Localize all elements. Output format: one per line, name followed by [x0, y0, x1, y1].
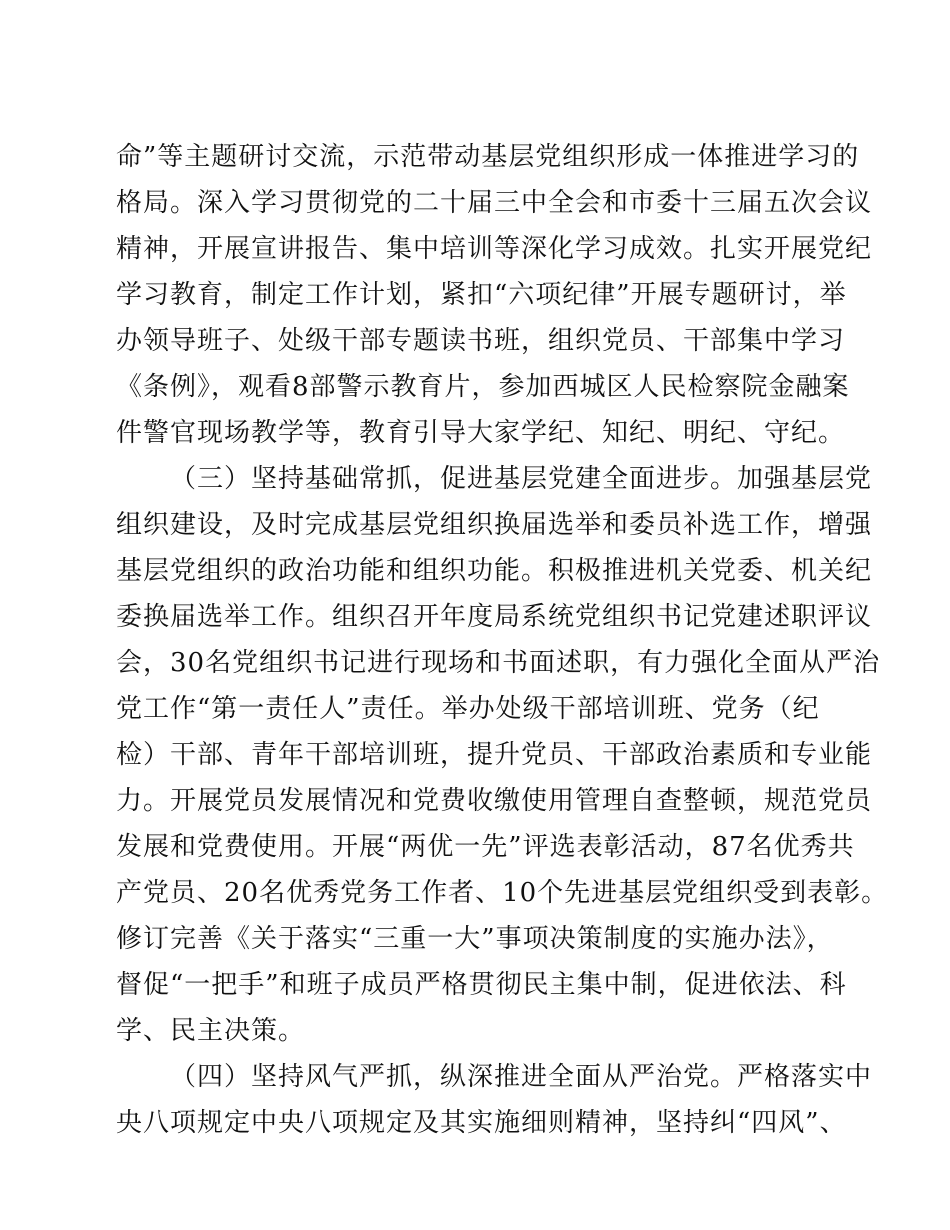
section-heading-line: （三）坚持基础常抓，促进基层党建全面进步。加强基层党 — [170, 464, 873, 494]
text-line: 委换届选举工作。组织召开年度局系统党组织书记党建述职评议 — [116, 602, 873, 632]
text-line: 产党员、20名优秀党务工作者、10个先进基层党组织受到表彰。 — [116, 878, 889, 908]
text-line: 基层党组织的政治功能和组织功能。积极推进机关党委、机关纪 — [116, 556, 873, 586]
text-line: 组织建设，及时完成基层党组织换届选举和委员补选工作，增强 — [116, 510, 873, 540]
text-line: 党工作“第一责任人”责任。举办处级干部培训班、党务（纪 — [116, 694, 820, 724]
text-line: 格局。深入学习贯彻党的二十届三中全会和市委十三届五次会议 — [116, 188, 873, 218]
text-line: 检）干部、青年干部培训班，提升党员、干部政治素质和专业能 — [116, 740, 873, 770]
text-line: 发展和党费使用。开展“两优一先”评选表彰活动，87名优秀共 — [116, 832, 855, 862]
section-heading-line: （四）坚持风气严抓，纵深推进全面从严治党。严格落实中 — [170, 1062, 873, 1092]
text-line: 学习教育，制定工作计划，紧扣“六项纪律”开展专题研讨，举 — [116, 280, 847, 310]
text-line: 精神，开展宣讲报告、集中培训等深化学习成效。扎实开展党纪 — [116, 234, 873, 264]
text-line: 《条例》，观看8部警示教育片，参加西城区人民检察院金融案 — [116, 372, 850, 402]
text-line: 会，30名党组织书记进行现场和书面述职，有力强化全面从严治 — [116, 648, 881, 678]
paragraph-last-line: 学、民主决策。 — [116, 1016, 306, 1046]
text-line: 央八项规定中央八项规定及其实施细则精神，坚持纠“四风”、 — [116, 1108, 847, 1138]
text-line: 修订完善《关于落实“三重一大”事项决策制度的实施办法》， — [116, 924, 834, 954]
text-line: 命”等主题研讨交流，示范带动基层党组织形成一体推进学习的 — [116, 142, 860, 172]
text-line: 办领导班子、处级干部专题读书班，组织党员、干部集中学习 — [116, 326, 846, 356]
text-line: 督促“一把手”和班子成员严格贯彻民主集中制，促进依法、科 — [116, 970, 847, 1000]
paragraph-last-line: 件警官现场教学等，教育引导大家学纪、知纪、明纪、守纪。 — [116, 418, 846, 448]
text-line: 力。开展党员发展情况和党费收缴使用管理自查整顿，规范党员 — [116, 786, 873, 816]
